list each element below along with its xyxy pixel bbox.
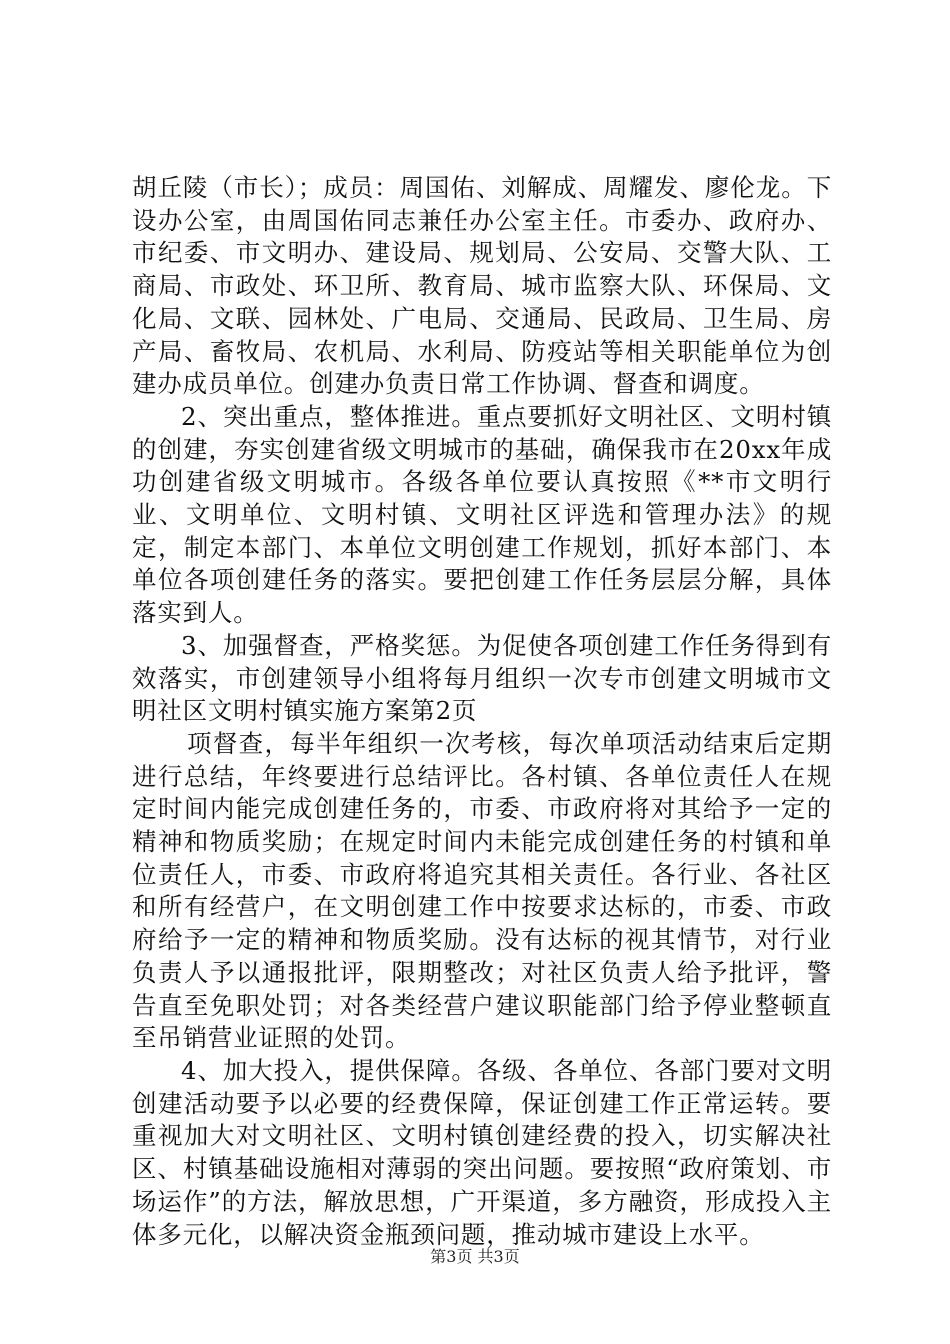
page-number-indicator: 第3页 共3页 — [430, 1247, 520, 1266]
page-footer — [0, 1247, 950, 1267]
paragraph-focus-priorities: 2、突出重点，整体推进。重点要抓好文明社区、文明村镇的创建，夯实创建省级文明城市的基础，确保我市在20xx年成功创建省级文明城市。各级各单位要认真按照《**市文明行业、文明单位、文明村镇、文明社区评选和管理办法》的规定，制定本部门、本单位文明创建工作规划，抓好本部门、本单位各项创建任务的落实。要把创建工作任务层层分解，具体落实到人。 — [132, 401, 832, 628]
paragraph-investment-guarantee: 4、加大投入，提供保障。各级、各单位、各部门要对文明创建活动要予以必要的经费保障，保证创建工作正常运转。要重视加大对文明社区、文明村镇创建经费的投入，切实解决社区、村镇基础设施相对薄弱的突出问题。要按照“政府策划、市场运作”的方法，解放思想，广开渠道，多方融资，形成投入主体多元化，以解决资金瓶颈问题，推动城市建设上水平。 — [132, 1055, 832, 1249]
document-body — [132, 172, 832, 1251]
paragraph-supervision: 3、加强督查，严格奖惩。为促使各项创建工作任务得到有效落实，市创建领导小组将每月组织一次专市创建文明城市文明社区文明村镇实施方案第2页 — [132, 630, 832, 726]
paragraph-leadership-members: 胡丘陵（市长）；成员：周国佑、刘解成、周耀发、廖伦龙。下设办公室，由周国佑同志兼任办公室主任。市委办、政府办、市纪委、市文明办、建设局、规划局、公安局、交警大队、工商局、市政处、环卫所、教育局、城市监察大队、环保局、文化局、文联、园林处、广电局、交通局、民政局、卫生局、房产局、畜牧局、农机局、水利局、防疫站等相关职能单位为创建办成员单位。创建办负责日常工作协调、督查和调度。 — [132, 173, 832, 399]
paragraph-inspection-rewards: 项督查，每半年组织一次考核，每次单项活动结束后定期进行总结，年终要进行总结评比。各村镇、各单位责任人在规定时间内能完成创建任务的，市委、市政府将对其给予一定的精神和物质奖励；在规定时间内未能完成创建任务的村镇和单位责任人，市委、市政府将追究其相关责任。各行业、各社区和所有经营户，在文明创建工作中按要求达标的，市委、市政府给予一定的精神和物质奖励。没有达标的视其情节，对行业负责人予以通报批评，限期整改；对社区负责人给予批评，警告直至免职处罚；对各类经营户建议职能部门给予停业整顿直至吊销营业证照的处罚。 — [132, 728, 832, 1053]
